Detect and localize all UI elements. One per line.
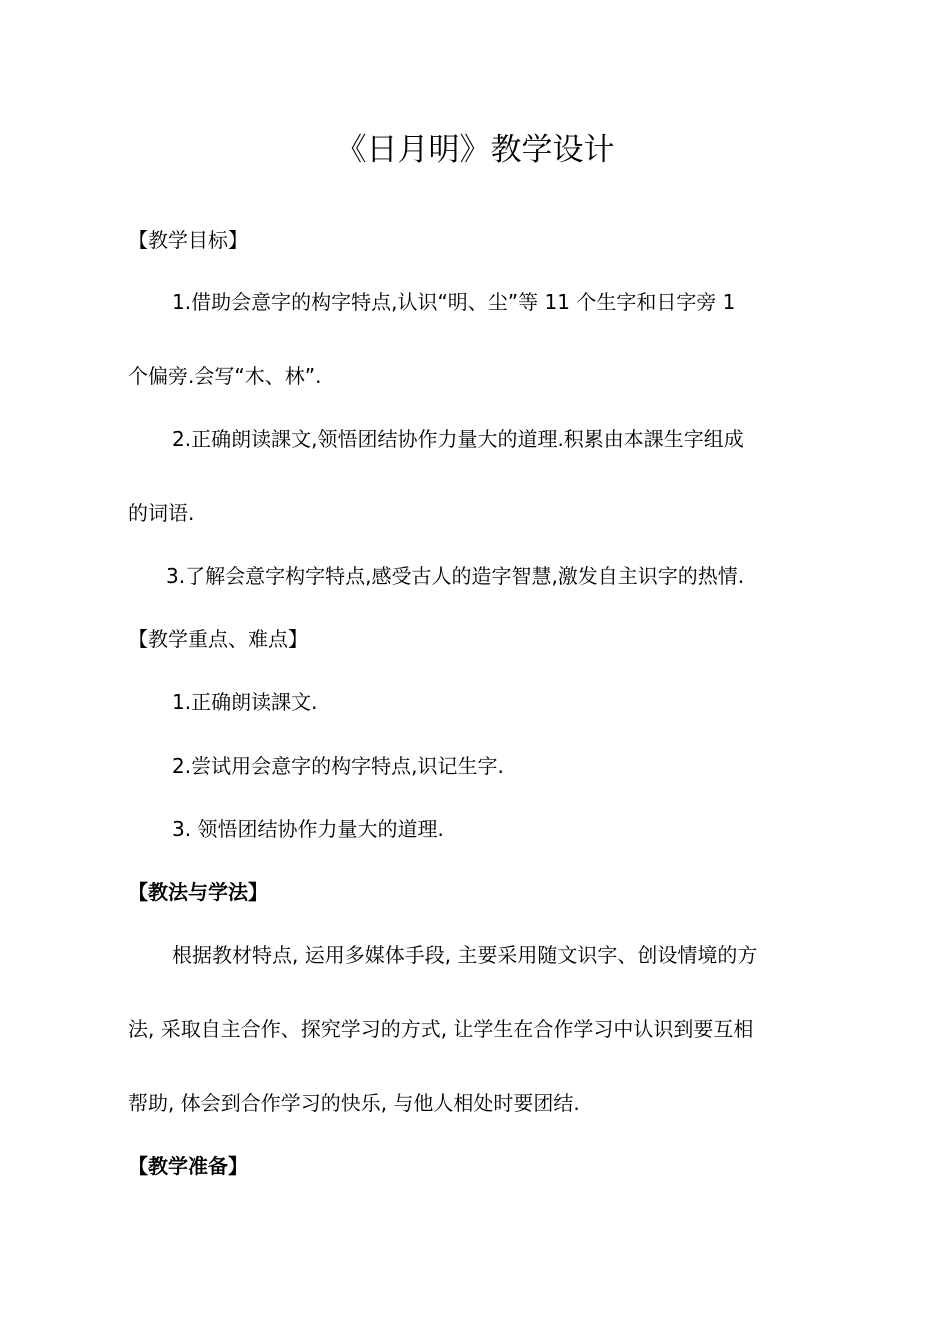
objective-3: 3.了解会意字构字特点,感受古人的造字智慧,激发自主识字的热情. xyxy=(166,564,745,588)
objective-1-line-2: 个偏旁.会写“木、林”. xyxy=(128,364,322,388)
section-heading-methods: 【教法与学法】 xyxy=(128,880,268,904)
key-point-1: 1.正确朗读課文. xyxy=(172,690,318,714)
methods-line-3: 帮助, 体会到合作学习的快乐, 与他人相处时要团结. xyxy=(128,1091,580,1115)
section-heading-preparation: 【教学准备】 xyxy=(128,1154,248,1178)
section-heading-key-points: 【教学重点、难点】 xyxy=(128,627,308,651)
key-point-3: 3. 领悟团结协作力量大的道理. xyxy=(172,817,444,841)
page-title: 《日月明》教学设计 xyxy=(335,132,615,168)
methods-line-2: 法, 采取自主合作、探究学习的方式, 让学生在合作学习中认识到要互相 xyxy=(128,1017,754,1041)
section-heading-objectives: 【教学目标】 xyxy=(128,228,248,252)
objective-2-line-1: 2.正确朗读課文,领悟团结协作力量大的道理.积累由本課生字组成 xyxy=(172,427,744,451)
key-point-2: 2.尝试用会意字的构字特点,识记生字. xyxy=(172,754,504,778)
objective-1-line-1: 1.借助会意字的构字特点,认识“明、尘”等 11 个生字和日字旁 1 xyxy=(172,290,736,314)
methods-line-1: 根据教材特点, 运用多媒体手段, 主要采用随文识字、创设情境的方 xyxy=(172,943,758,967)
objective-2-line-2: 的词语. xyxy=(128,501,195,525)
